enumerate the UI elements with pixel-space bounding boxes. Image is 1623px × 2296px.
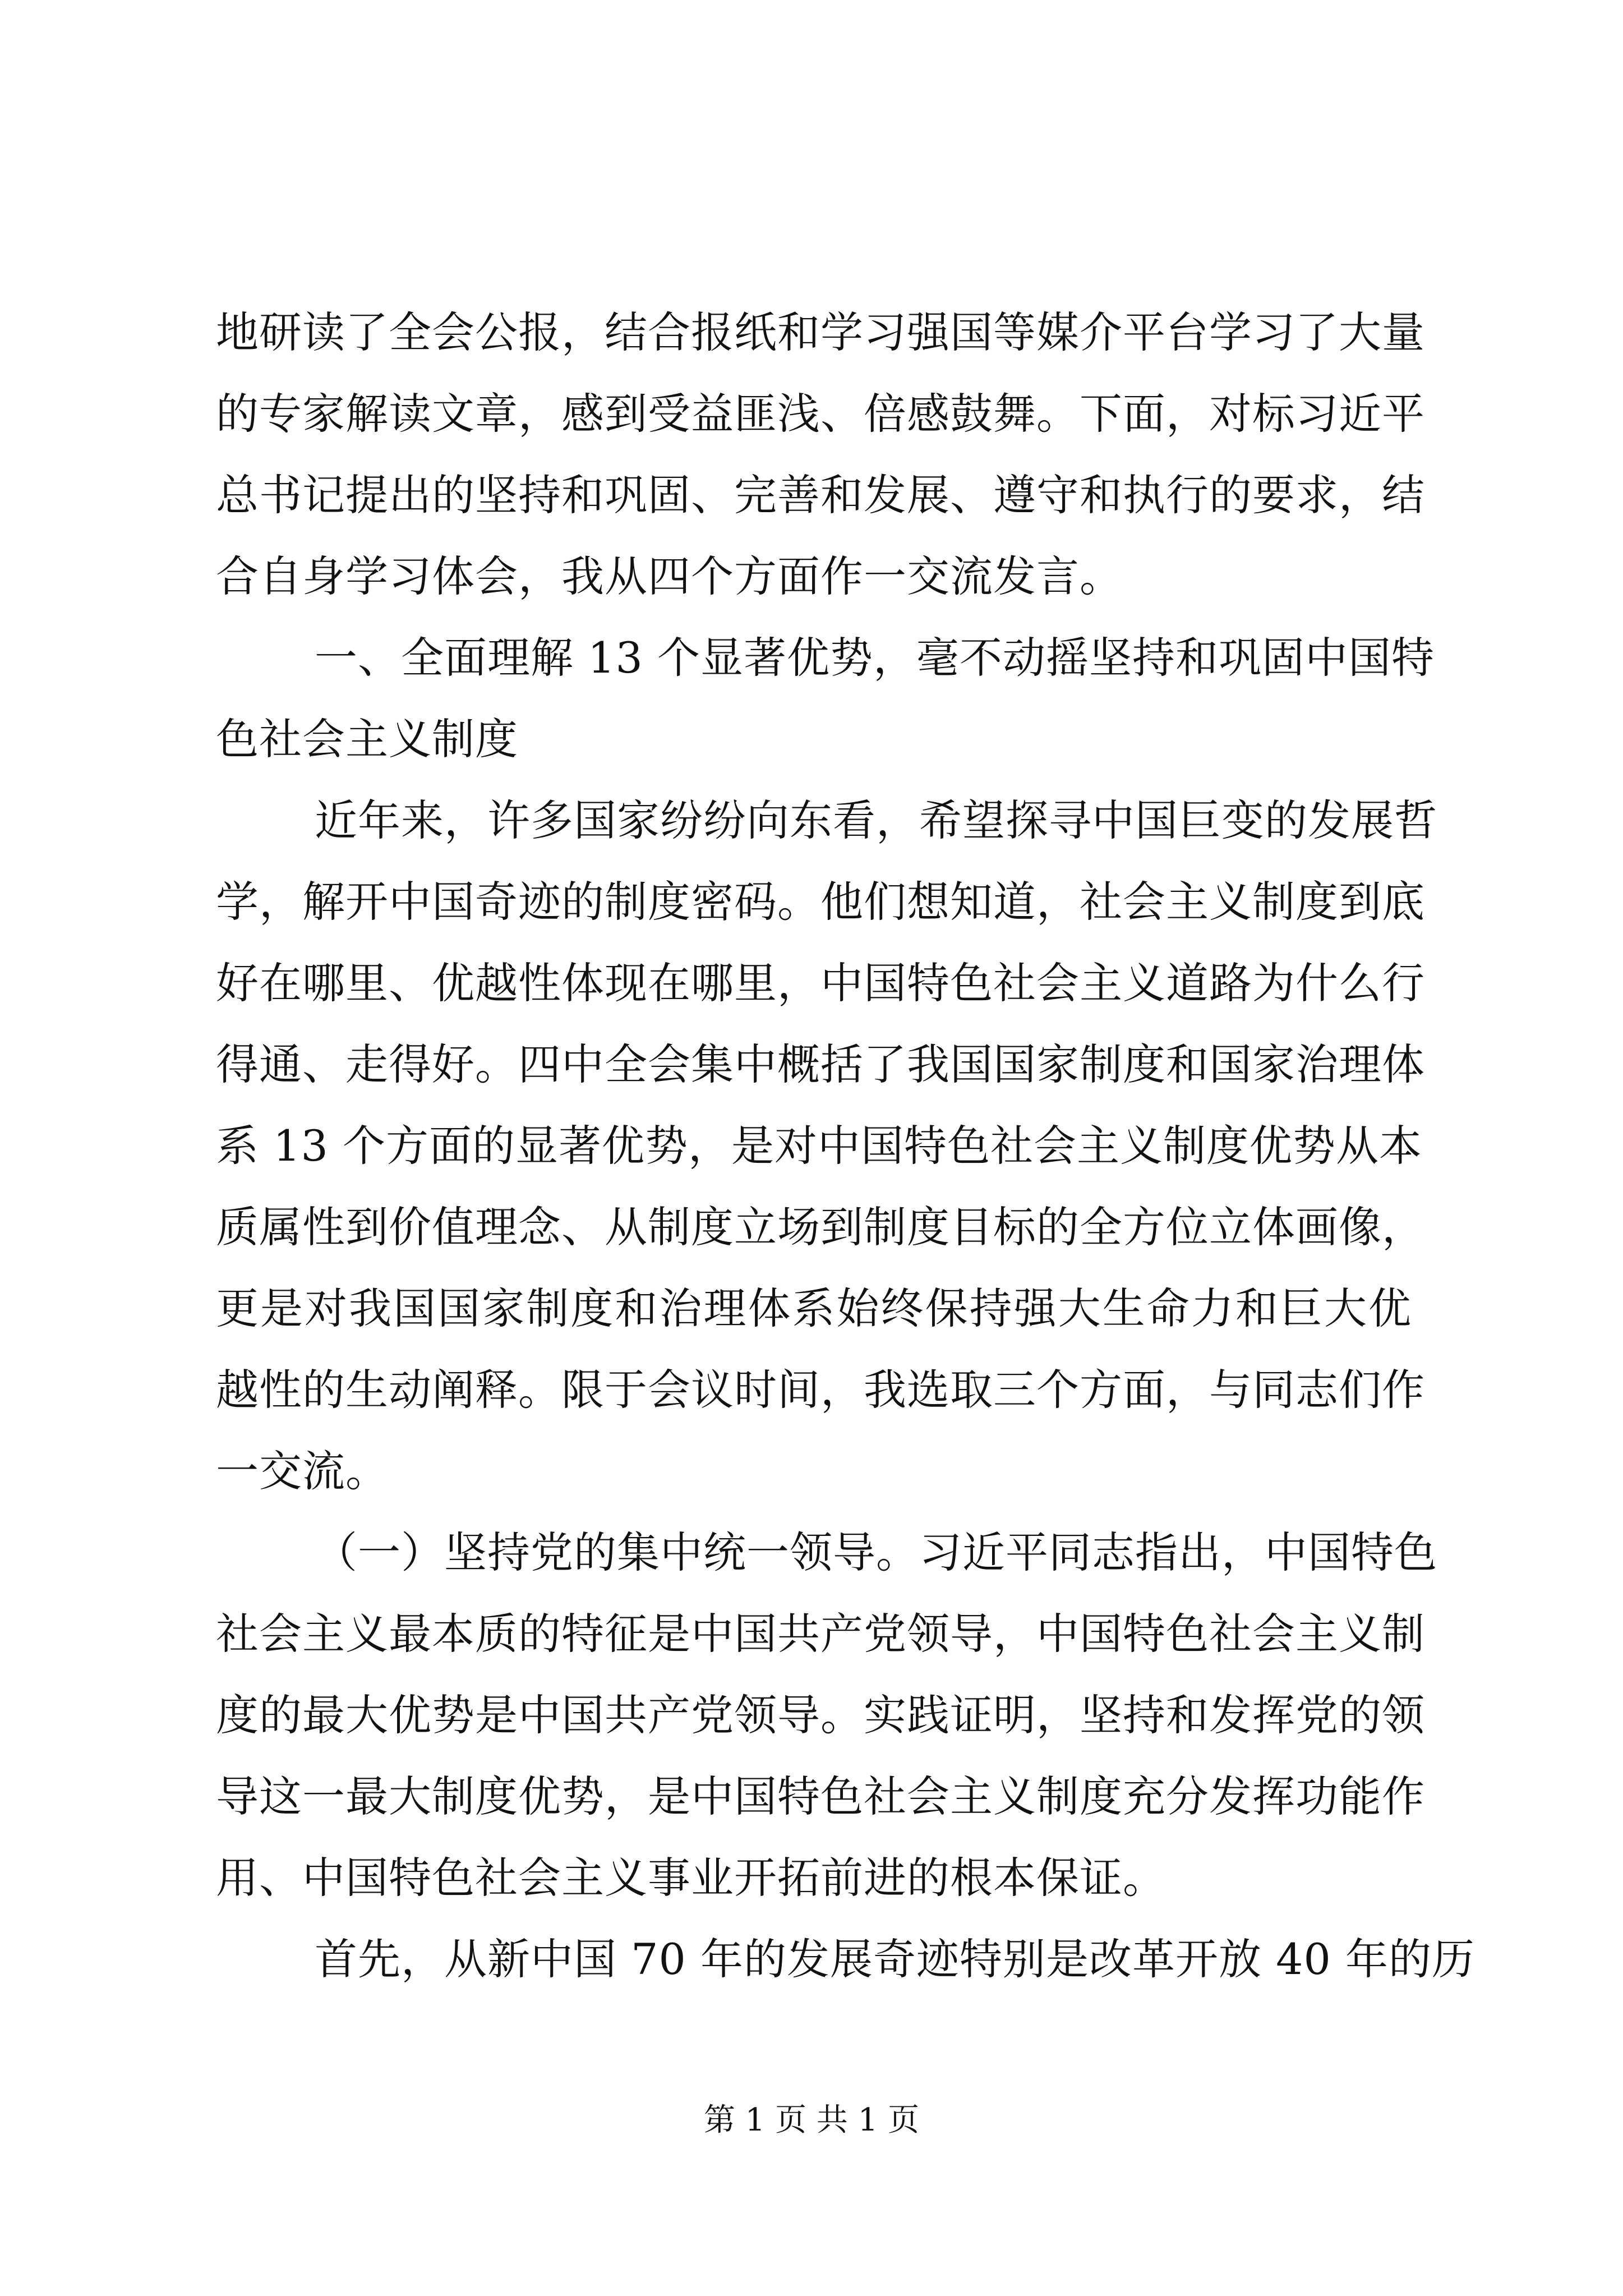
text-line: 社会主义最本质的特征是中国共产党领导，中国特色社会主义制 <box>216 1609 1425 1659</box>
page-number-label: 第 1 页 共 1 页 <box>703 2102 920 2138</box>
text-line: 度的最大优势是中国共产党领导。实践证明，坚持和发挥党的领 <box>216 1690 1425 1740</box>
text-line: （一）坚持党的集中统一领导。习近平同志指出，中国特色 <box>315 1527 1437 1577</box>
text-line: 系 13 个方面的显著优势，是对中国特色社会主义制度优势从本 <box>216 1121 1423 1171</box>
section-heading-line: 色社会主义制度 <box>216 714 518 764</box>
text-line: 合自身学习体会，我从四个方面作一交流发言。 <box>216 551 1123 601</box>
text-line: 学，解开中国奇迹的制度密码。他们想知道，社会主义制度到底 <box>216 877 1425 927</box>
text-line: 总书记提出的坚持和巩固、完善和发展、遵守和执行的要求，结 <box>216 470 1425 520</box>
text-line: 地研读了全会公报，结合报纸和学习强国等媒介平台学习了大量 <box>216 307 1425 357</box>
text-line: 更是对我国国家制度和治理体系始终保持强大生命力和巨大优 <box>216 1283 1412 1333</box>
text-line: 一交流。 <box>216 1446 389 1496</box>
text-line: 的专家解读文章，感到受益匪浅、倍感鼓舞。下面，对标习近平 <box>216 389 1425 439</box>
page-footer <box>0 2098 1623 2143</box>
document-body <box>216 292 1476 2000</box>
text-line: 近年来，许多国家纷纷向东看，希望探寻中国巨变的发展哲 <box>315 795 1437 845</box>
section-heading-line: 一、全面理解 13 个显著优势，毫不动摇坚持和巩固中国特 <box>315 633 1435 683</box>
text-line: 用、中国特色社会主义事业开拓前进的根本保证。 <box>216 1853 1166 1903</box>
text-line: 导这一最大制度优势，是中国特色社会主义制度充分发挥功能作 <box>216 1772 1425 1821</box>
text-line: 首先，从新中国 70 年的发展奇迹特别是改革开放 40 年的历 <box>315 1934 1476 1984</box>
text-line: 好在哪里、优越性体现在哪里，中国特色社会主义道路为什么行 <box>216 958 1425 1008</box>
text-line: 越性的生动阐释。限于会议时间，我选取三个方面，与同志们作 <box>216 1365 1425 1415</box>
text-line: 质属性到价值理念、从制度立场到制度目标的全方位立体画像， <box>216 1202 1425 1252</box>
text-line: 得通、走得好。四中全会集中概括了我国国家制度和国家治理体 <box>216 1039 1425 1089</box>
